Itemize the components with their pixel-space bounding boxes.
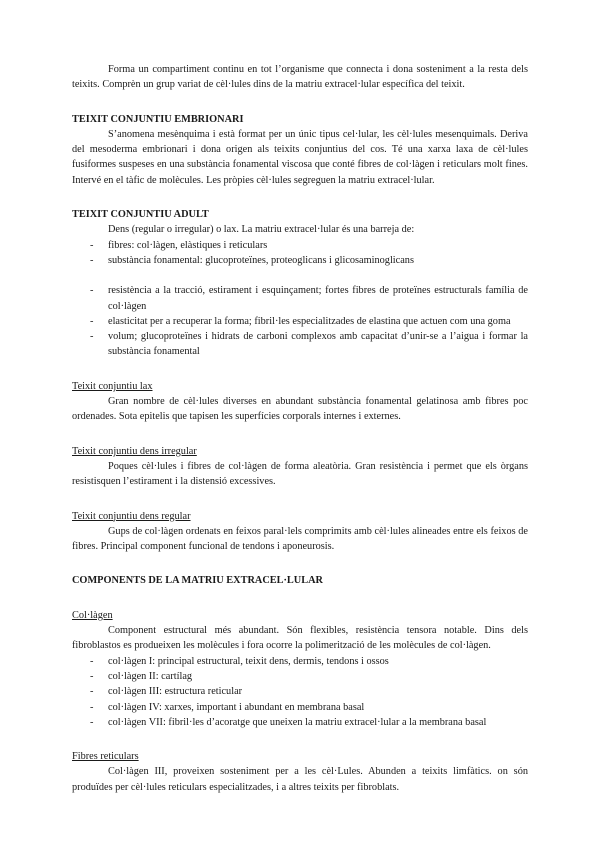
list-item: - col·làgen VII: fibril·les d’acoratge que uneixen la matriu extracel·lular a la membrana basal [90, 716, 487, 728]
components-heading: COMPONENTS DE LA MATRIU EXTRACEL·LULAR [72, 575, 323, 587]
embrionari-heading: TEIXIT CONJUNTIU EMBRIONARI [72, 113, 244, 125]
adult-list-1 [72, 238, 528, 269]
lax-paragraph: Gran nombre de cèl·lules diverses en abundant substància fonamental gelatinosa amb fibres poc ordenades. Sota epitelis que tapisen les superfícies corporals internes i externes. [72, 396, 528, 423]
adult-intro: Dens (regular o irregular) o lax. La matriu extracel·lular és una barreja de: [108, 224, 415, 236]
embrionari-paragraph: S’anomena mesènquima i està format per un únic tipus cel·lular, les cèl·lules mesenquimals. Deriva del mesoderma embrionari i dona origen als teixits conjuntius del cos. Té una xarxa laxa de cèl·lules fusiformes suspeses en una substància fonamental viscosa que conté fibres de col·làgen i reticulars molt fines. Intervé en el tàfic de molècules. Les pròpies cèl·lules segreguen la matriu extracel·lular. [72, 128, 528, 186]
list-item: - col·làgen IV: xarxes, important i abundant en membrana basal [90, 701, 365, 713]
list-item: - col·làgen II: cartílag [90, 670, 193, 682]
dens-regular-paragraph: Gups de col·làgen ordenats en feixos paral·lels comprimits amb cèl·lules alineades entre els feixos de fibres. Principal component funcional de tendons i aponeurosis. [72, 525, 528, 553]
reticulars-paragraph: Col·làgen III, proveixen sosteniment per a les cèl·Lules. Abunden a teixits limfàtics. on són produïdes per cèl·lules reticulars especialitzades, i a altres teixits per fibroblats. [72, 766, 528, 793]
list-item: - fibres: col·làgen, elàstiques i reticulars [90, 239, 268, 251]
list-item: - col·làgen III: estructura reticular [90, 686, 243, 698]
dens-irregular-paragraph: Poques cèl·lules i fibres de col·làgen de forma aleatòria. Gran resistència i permet que els òrgans resistisquen l’estirament i la distensió excessives. [72, 460, 528, 488]
reticulars-heading: Fibres reticulars [72, 751, 139, 763]
list-item: - volum; glucoproteïnes i hidrats de carboni complexos amb capacitat d’unir-se a l’aigua i formar la substància fonamental [90, 331, 528, 358]
collagen-list [72, 654, 528, 730]
adult-list-2 [72, 283, 528, 359]
collagen-paragraph: Component estructural més abundant. Són flexibles, resistència tensora notable. Dins dels fibroblastos es produeixen les molècules i fora ocorre la polimerització de les molècules de col·làgen. [72, 625, 528, 652]
collagen-heading: Col·làgen [72, 609, 113, 621]
list-item: - resistència a la tracció, estirament i esquinçament; fortes fibres de proteïnes estructurals família de col·làgen [90, 285, 528, 312]
list-item: - col·làgen I: principal estructural, teixit dens, dermis, tendons i ossos [90, 655, 389, 667]
intro-paragraph: Forma un compartiment continu en tot l’organisme que connecta i dona sosteniment a la resta dels teixits. Comprèn un grup variat de cèl·lules dins de la matriu extracel·lular específica del teixit. [72, 64, 528, 91]
list-item: - elasticitat per a recuperar la forma; fibril·les especialitzades de elastina que actuen com una goma [90, 315, 511, 327]
adult-heading: TEIXIT CONJUNTIU ADULT [72, 209, 209, 221]
list-item: - substància fonamental: glucoproteïnes, proteoglicans i glicosaminoglicans [90, 254, 414, 266]
dens-regular-heading: Teixit conjuntiu dens regular [72, 510, 191, 522]
document-page [72, 62, 528, 795]
dens-irregular-heading: Teixit conjuntiu dens irregular [72, 445, 197, 457]
lax-heading: Teixit conjuntiu lax [72, 380, 153, 392]
